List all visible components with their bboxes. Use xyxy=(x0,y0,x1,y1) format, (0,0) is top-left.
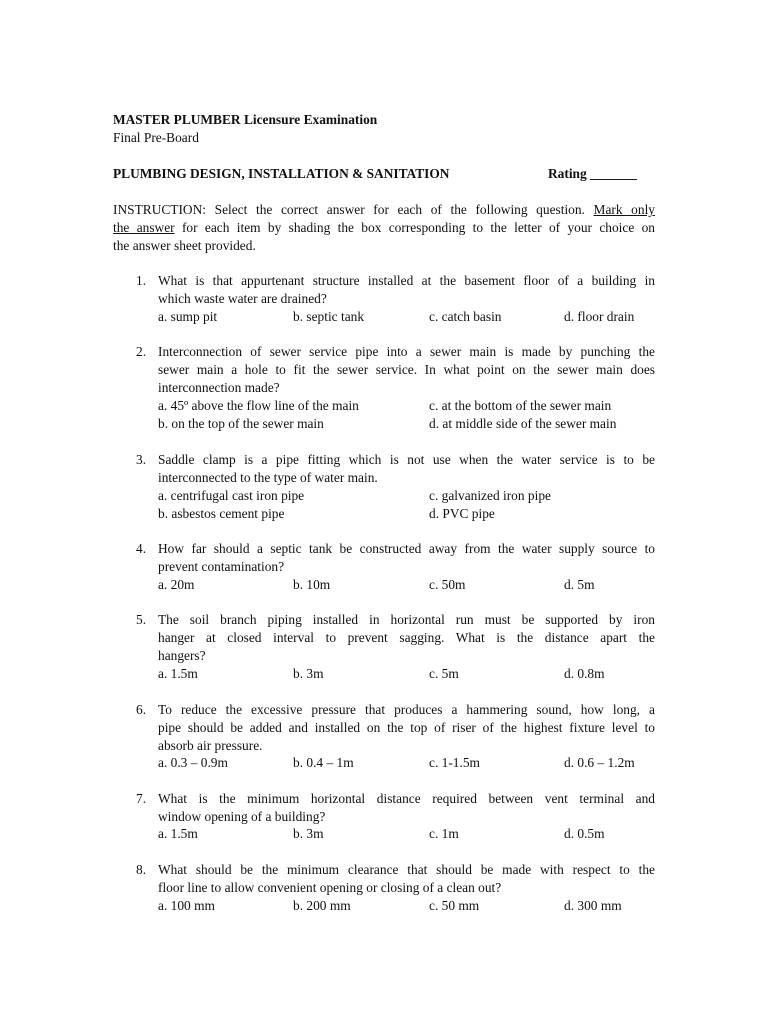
option-a[interactable]: a. 1.5m xyxy=(158,666,198,681)
question-number: 6. xyxy=(136,702,147,717)
question-line: absorb air pressure. xyxy=(158,738,263,753)
option-a[interactable]: a. 100 mm xyxy=(158,898,215,913)
question-text xyxy=(158,272,655,308)
option-a[interactable]: a. 1.5m xyxy=(158,826,198,841)
option-c[interactable]: c. catch basin xyxy=(429,309,502,324)
question-line: To reduce the excessive pressure that produces a hammering sound, how long, a xyxy=(158,702,655,717)
question-number: 1. xyxy=(136,273,147,288)
option-b[interactable]: b. 10m xyxy=(293,577,331,592)
question-number: 3. xyxy=(136,452,147,467)
option-c[interactable]: c. 1-1.5m xyxy=(429,755,480,770)
option-a[interactable]: a. 0.3 – 0.9m xyxy=(158,755,228,770)
question-line: hangers? xyxy=(158,648,206,663)
question-line: interconnected to the type of water main. xyxy=(158,470,378,485)
option-b[interactable]: b. septic tank xyxy=(293,309,365,324)
option-b[interactable]: b. on the top of the sewer main xyxy=(158,416,324,431)
option-b[interactable]: b. 3m xyxy=(293,666,324,681)
instruction-emphasis-2: the answer xyxy=(113,220,175,235)
option-d[interactable]: d. 0.6 – 1.2m xyxy=(564,755,635,770)
option-c[interactable]: c. 50m xyxy=(429,577,466,592)
subject-title: PLUMBING DESIGN, INSTALLATION & SANITATION xyxy=(113,166,450,181)
question-line: Saddle clamp is a pipe fitting which is not use when the water service is to be xyxy=(158,452,655,467)
question-line: prevent contamination? xyxy=(158,559,285,574)
option-d[interactable]: d. 300 mm xyxy=(564,898,622,913)
option-b[interactable]: b. 0.4 – 1m xyxy=(293,755,354,770)
option-c[interactable]: c. galvanized iron pipe xyxy=(429,488,551,503)
question-line: The soil branch piping installed in horizontal run must be supported by iron xyxy=(158,612,655,627)
option-c[interactable]: c. 1m xyxy=(429,826,459,841)
question-text xyxy=(158,861,655,897)
question-line: How far should a septic tank be constructed away from the water supply source to xyxy=(158,541,655,556)
question-text xyxy=(158,343,655,397)
option-c[interactable]: c. 5m xyxy=(429,666,459,681)
option-b[interactable]: b. 3m xyxy=(293,826,324,841)
question-line: Interconnection of sewer service pipe into a sewer main is made by punching the xyxy=(158,344,655,359)
instruction-line-3: the answer sheet provided. xyxy=(113,238,256,253)
option-d[interactable]: d. at middle side of the sewer main xyxy=(429,416,617,431)
question-line: What should be the minimum clearance that should be made with respect to the xyxy=(158,862,655,877)
option-c[interactable]: c. at the bottom of the sewer main xyxy=(429,398,612,413)
question-number: 5. xyxy=(136,612,147,627)
question-text xyxy=(158,451,655,487)
question-line: What is the minimum horizontal distance required between vent terminal and xyxy=(158,791,655,806)
instruction-block xyxy=(113,201,655,255)
option-b[interactable]: b. 200 mm xyxy=(293,898,351,913)
option-d[interactable]: d. 5m xyxy=(564,577,595,592)
question-number: 8. xyxy=(136,862,147,877)
option-d[interactable]: d. PVC pipe xyxy=(429,506,495,521)
exam-subtitle: Final Pre-Board xyxy=(113,130,199,145)
question-line: interconnection made? xyxy=(158,380,280,395)
question-line: floor line to allow convenient opening or closing of a clean out? xyxy=(158,880,502,895)
question-number: 2. xyxy=(136,344,147,359)
question-line: hanger at closed interval to prevent sagging. What is the distance apart the xyxy=(158,630,655,645)
instruction-line-2 xyxy=(113,219,655,237)
question-line: What is that appurtenant structure installed at the basement floor of a building in xyxy=(158,273,655,288)
question-line: pipe should be added and installed on the top of riser of the highest fixture level to xyxy=(158,720,655,735)
option-c[interactable]: c. 50 mm xyxy=(429,898,480,913)
question-number: 7. xyxy=(136,791,147,806)
option-d[interactable]: d. 0.8m xyxy=(564,666,605,681)
question-text xyxy=(158,701,655,755)
question-line: window opening of a building? xyxy=(158,809,326,824)
exam-title-bold: MASTER PLUMBER xyxy=(113,112,241,127)
instruction-line-1 xyxy=(113,201,655,219)
option-a[interactable]: a. sump pit xyxy=(158,309,218,324)
option-d[interactable]: d. floor drain xyxy=(564,309,635,324)
instruction-text: INSTRUCTION: Select the correct answer for each of the following question. xyxy=(113,202,594,217)
question-text xyxy=(158,611,655,665)
question-number: 4. xyxy=(136,541,147,556)
question-line: which waste water are drained? xyxy=(158,291,327,306)
option-d[interactable]: d. 0.5m xyxy=(564,826,605,841)
option-a[interactable]: a. 45º above the flow line of the main xyxy=(158,398,359,413)
option-a[interactable]: a. centrifugal cast iron pipe xyxy=(158,488,305,503)
option-b[interactable]: b. asbestos cement pipe xyxy=(158,506,285,521)
question-text xyxy=(158,540,655,576)
question-line: sewer main a hole to fit the sewer service. In what point on the sewer main does xyxy=(158,362,655,377)
exam-title xyxy=(113,111,377,129)
exam-title-rest: Licensure Examination xyxy=(240,112,378,127)
instruction-text-2: for each item by shading the box corresponding to the letter of your choice on xyxy=(174,220,655,235)
option-a[interactable]: a. 20m xyxy=(158,577,195,592)
rating-field: Rating _______ xyxy=(548,166,637,181)
instruction-emphasis: Mark only xyxy=(593,202,655,217)
question-text xyxy=(158,790,655,826)
